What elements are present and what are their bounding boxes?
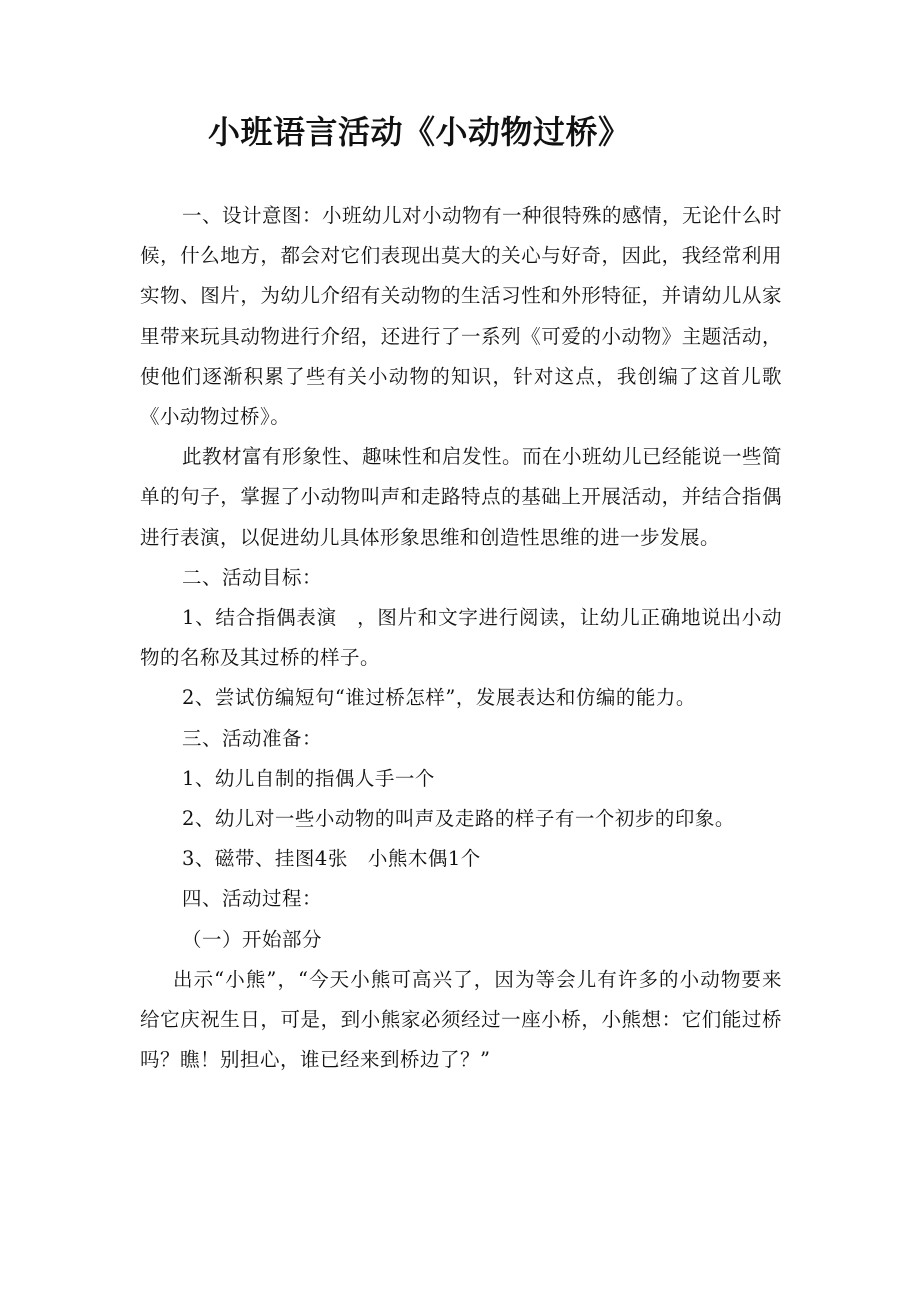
section-heading-goals: 二、活动目标：: [182, 565, 323, 589]
preparation-item-3: 3、磁带、挂图4张 小熊木偶1个: [182, 847, 481, 871]
paragraph-material-description: 此教材富有形象性、趣味性和启发性。而在小班幼儿已经能说一些简单的句子，掌握了小动物叫声和走路特点的基础上开展活动，并结合指偶进行表演，以促进幼儿具体形象思维和创造性思维的进一步发展。: [140, 445, 783, 549]
goal-item-2: 2、尝试仿编短句“谁过桥怎样”，发展表达和仿编的能力。: [182, 686, 696, 710]
section-heading-preparation: 三、活动准备：: [182, 726, 323, 750]
document-body: [140, 196, 782, 1080]
subsection-heading-opening: （一）开始部分: [182, 927, 323, 951]
section-heading-process: 四、活动过程：: [182, 887, 323, 911]
document-title: 小班语言活动《小动物过桥》: [208, 113, 631, 151]
preparation-item-2: 2、幼儿对一些小动物的叫声及走路的样子有一个初步的印象。: [182, 807, 735, 831]
preparation-item-1: 1、幼儿自制的指偶人手一个: [182, 766, 435, 790]
paragraph-design-intent: 一、设计意图：小班幼儿对小动物有一种很特殊的感情，无论什么时候，什么地方，都会对它们表现出莫大的关心与好奇，因此，我经常利用实物、图片，为幼儿介绍有关动物的生活习性和外形特征，并请幼儿从家里带来玩具动物进行介绍，还进行了一系列《可爱的小动物》主题活动，使他们逐渐积累了些有关小动物的知识，针对这点，我创编了这首儿歌《小动物过桥》。: [140, 204, 783, 429]
paragraph-opening-dialogue: 出示“小熊”，“今天小熊可高兴了，因为等会儿有许多的小动物要来给它庆祝生日，可是，到小熊家必须经过一座小桥，小熊想：它们能过桥吗？瞧！别担心，谁已经来到桥边了？”: [140, 967, 782, 1072]
goal-item-1: 1、结合指偶表演 ，图片和文字进行阅读，让幼儿正确地说出小动物的名称及其过桥的样子。: [140, 606, 782, 670]
